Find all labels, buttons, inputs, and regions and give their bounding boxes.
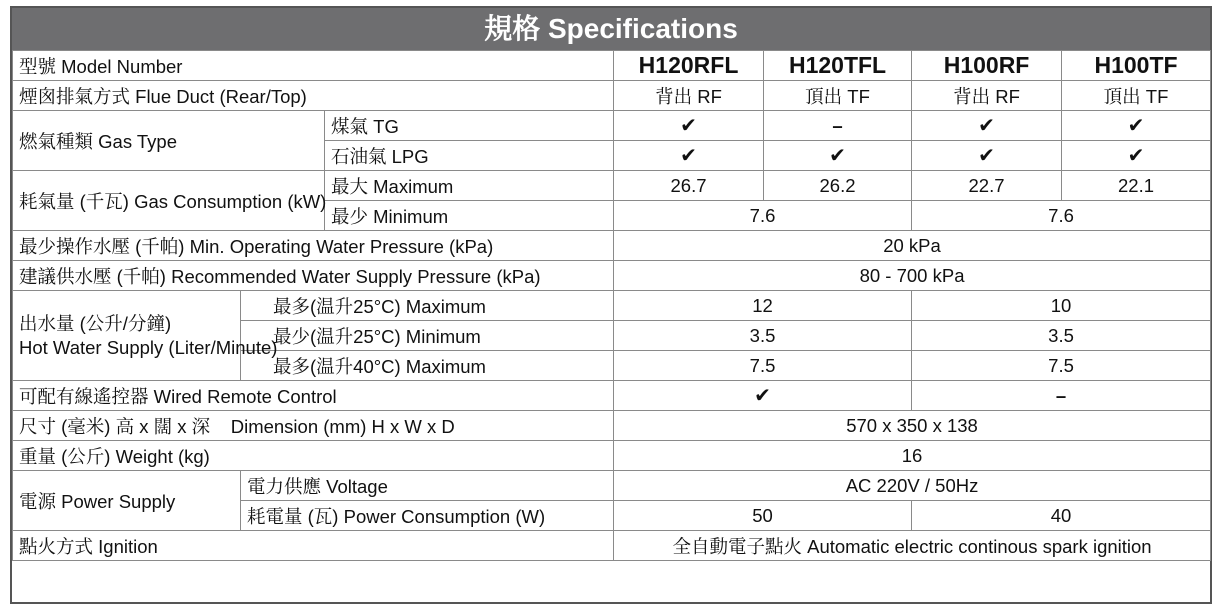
model-h120rfl: H120RFL [614, 51, 764, 81]
row-recommended-pressure [13, 261, 1211, 291]
gas-max-value: 22.7 [912, 171, 1062, 201]
weight-label: 重量 (公斤) Weight (kg) [13, 441, 614, 471]
row-power-voltage [13, 471, 1211, 501]
hot-water-max40-value: 7.5 [614, 351, 912, 381]
voltage-label: 電力供應 Voltage [241, 471, 614, 501]
hot-water-min25-label: 最少(温升25°C) Minimum [241, 321, 614, 351]
model-number-label: 型號 Model Number [13, 51, 614, 81]
check-icon: ✔ [614, 111, 764, 141]
flue-value: 背出 RF [912, 81, 1062, 111]
hot-water-min25-value: 3.5 [912, 321, 1211, 351]
specifications-sheet [10, 6, 1212, 604]
model-h120tfl: H120TFL [764, 51, 912, 81]
hot-water-label [13, 291, 278, 381]
gas-min-label: 最少 Minimum [325, 201, 614, 231]
check-icon: ✔ [764, 141, 912, 171]
gas-type-label: 燃氣種類 Gas Type [13, 111, 325, 171]
hot-water-min25-value: 3.5 [614, 321, 912, 351]
dimension-label: 尺寸 (毫米) 高 x 闊 x 深 Dimension (mm) H x W x D [13, 411, 614, 441]
row-gas-consumption-max [13, 171, 1211, 201]
flue-value: 頂出 TF [1062, 81, 1211, 111]
specifications-table [12, 50, 1211, 561]
row-flue-duct [13, 81, 1211, 111]
gas-min-value: 7.6 [614, 201, 912, 231]
power-consumption-label: 耗電量 (瓦) Power Consumption (W) [241, 501, 614, 531]
gas-min-value: 7.6 [912, 201, 1211, 231]
gas-consumption-label: 耗氣量 (千瓦) Gas Consumption (kW) [13, 171, 325, 231]
row-hot-water-max25 [13, 291, 1211, 321]
row-model-number [13, 51, 1211, 81]
weight-value: 16 [614, 441, 1211, 471]
check-icon: ✔ [1062, 141, 1211, 171]
hot-water-max25-label: 最多(温升25°C) Maximum [241, 291, 614, 321]
flue-duct-label: 煙囪排氣方式 Flue Duct (Rear/Top) [13, 81, 614, 111]
row-min-pressure [13, 231, 1211, 261]
model-h100tf: H100TF [1062, 51, 1211, 81]
gas-max-value: 22.1 [1062, 171, 1211, 201]
min-pressure-value: 20 kPa [614, 231, 1211, 261]
wired-remote-label: 可配有線遙控器 Wired Remote Control [13, 381, 614, 411]
page-title: 規格 Specifications [12, 8, 1210, 50]
recommended-pressure-value: 80 - 700 kPa [614, 261, 1211, 291]
check-icon: ✔ [614, 381, 912, 411]
gas-max-value: 26.2 [764, 171, 912, 201]
hot-water-label-cn: 出水量 (公升/分鐘) [19, 312, 172, 334]
flue-value: 背出 RF [614, 81, 764, 111]
row-weight [13, 441, 1211, 471]
row-dimension [13, 411, 1211, 441]
check-icon: ✔ [912, 111, 1062, 141]
dimension-value: 570 x 350 x 138 [614, 411, 1211, 441]
row-ignition [13, 531, 1211, 561]
hot-water-max40-value: 7.5 [912, 351, 1211, 381]
dash-icon: – [764, 111, 912, 141]
hot-water-max25-value: 10 [912, 291, 1211, 321]
flue-value: 頂出 TF [764, 81, 912, 111]
voltage-value: AC 220V / 50Hz [614, 471, 1211, 501]
row-gas-type-tg [13, 111, 1211, 141]
gas-tg-label: 煤氣 TG [325, 111, 614, 141]
power-consumption-value: 40 [912, 501, 1211, 531]
check-icon: ✔ [614, 141, 764, 171]
model-h100rf: H100RF [912, 51, 1062, 81]
hot-water-max40-label: 最多(温升40°C) Maximum [241, 351, 614, 381]
power-consumption-value: 50 [614, 501, 912, 531]
hot-water-max25-value: 12 [614, 291, 912, 321]
check-icon: ✔ [1062, 111, 1211, 141]
dash-icon: – [912, 381, 1211, 411]
gas-max-value: 26.7 [614, 171, 764, 201]
recommended-pressure-label: 建議供水壓 (千帕) Recommended Water Supply Pressure (kPa) [13, 261, 614, 291]
power-supply-label: 電源 Power Supply [13, 471, 241, 531]
min-pressure-label: 最少操作水壓 (千帕) Min. Operating Water Pressure (kPa) [13, 231, 614, 261]
check-icon: ✔ [912, 141, 1062, 171]
hot-water-label-en: Hot Water Supply (Liter/Minute) [19, 336, 278, 358]
ignition-value: 全自動電子點火 Automatic electric continous spark ignition [614, 531, 1211, 561]
ignition-label: 點火方式 Ignition [13, 531, 614, 561]
row-wired-remote [13, 381, 1211, 411]
gas-lpg-label: 石油氣 LPG [325, 141, 614, 171]
gas-max-label: 最大 Maximum [325, 171, 614, 201]
